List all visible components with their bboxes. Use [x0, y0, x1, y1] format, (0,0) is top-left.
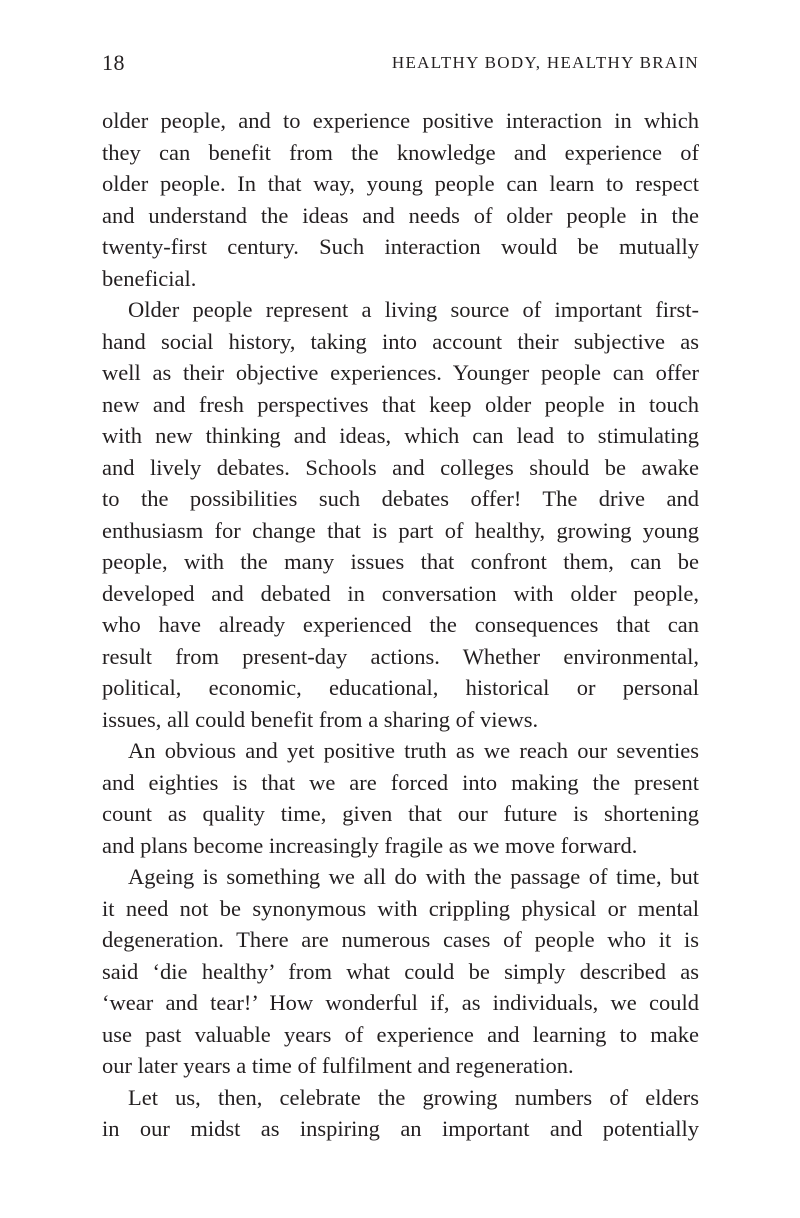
paragraph — [102, 861, 699, 1082]
text-line: to the possibilities such debates offer! The drive and — [102, 486, 699, 511]
running-head: HEALTHY BODY, HEALTHY BRAIN — [391, 53, 699, 72]
paragraph — [102, 735, 699, 861]
text-line: they can benefit from the knowledge and experience of — [102, 139, 699, 165]
text-line: Older people represent a living source of important first- — [128, 297, 699, 322]
text-line: An obvious and yet positive truth as we reach our seventies — [128, 738, 699, 763]
body-text — [102, 105, 699, 1145]
page-number: 18 — [102, 50, 125, 75]
text-line: our later years a time of fulfilment and regeneration. — [102, 1053, 574, 1078]
text-line: well as their objective experiences. Younger people can offer — [102, 360, 699, 385]
page-header — [102, 48, 699, 78]
text-line: use past valuable years of experience and learning to make — [102, 1021, 699, 1047]
text-line: and lively debates. Schools and colleges should be awake — [102, 454, 699, 480]
text-line: political, economic, educational, historical or personal — [102, 675, 699, 700]
text-line: Let us, then, celebrate the growing numbers of elders — [128, 1084, 699, 1110]
text-line: older people, and to experience positive interaction in which — [102, 108, 699, 133]
text-line: degeneration. There are numerous cases of people who it is — [102, 927, 699, 952]
text-line: hand social history, taking into account their subjective as — [102, 328, 699, 354]
text-line: who have already experienced the consequences that can — [102, 612, 699, 637]
paragraph — [102, 1082, 699, 1145]
text-line: in our midst as inspiring an important and potentially — [102, 1116, 699, 1141]
text-line: Ageing is something we all do with the passage of time, but — [128, 864, 699, 889]
text-line: developed and debated in conversation with older people, — [102, 580, 699, 606]
text-line: twenty-first century. Such interaction would be mutually — [102, 234, 699, 259]
text-line: it need not be synonymous with crippling physical or mental — [102, 895, 699, 921]
text-line: older people. In that way, young people can learn to respect — [102, 171, 699, 196]
paragraph — [102, 294, 699, 735]
text-line: new and fresh perspectives that keep older people in touch — [102, 391, 699, 417]
text-line: people, with the many issues that confront them, can be — [102, 549, 699, 574]
text-line: and understand the ideas and needs of older people in the — [102, 202, 699, 228]
text-line: enthusiasm for change that is part of healthy, growing young — [102, 517, 699, 543]
text-line: result from present-day actions. Whether environmental, — [102, 643, 699, 669]
text-line: beneficial. — [102, 265, 197, 291]
text-line: ‘wear and tear!’ How wonderful if, as individuals, we could — [102, 990, 699, 1015]
text-line: and eighties is that we are forced into making the present — [102, 769, 699, 795]
text-line: said ‘die healthy’ from what could be simply described as — [102, 958, 699, 984]
text-line: and plans become increasingly fragile as we move forward. — [102, 832, 638, 858]
text-line: with new thinking and ideas, which can lead to stimulating — [102, 423, 699, 448]
text-line: count as quality time, given that our future is shortening — [102, 801, 699, 826]
text-line: issues, all could benefit from a sharing of views. — [102, 706, 539, 732]
paragraph — [102, 105, 699, 294]
